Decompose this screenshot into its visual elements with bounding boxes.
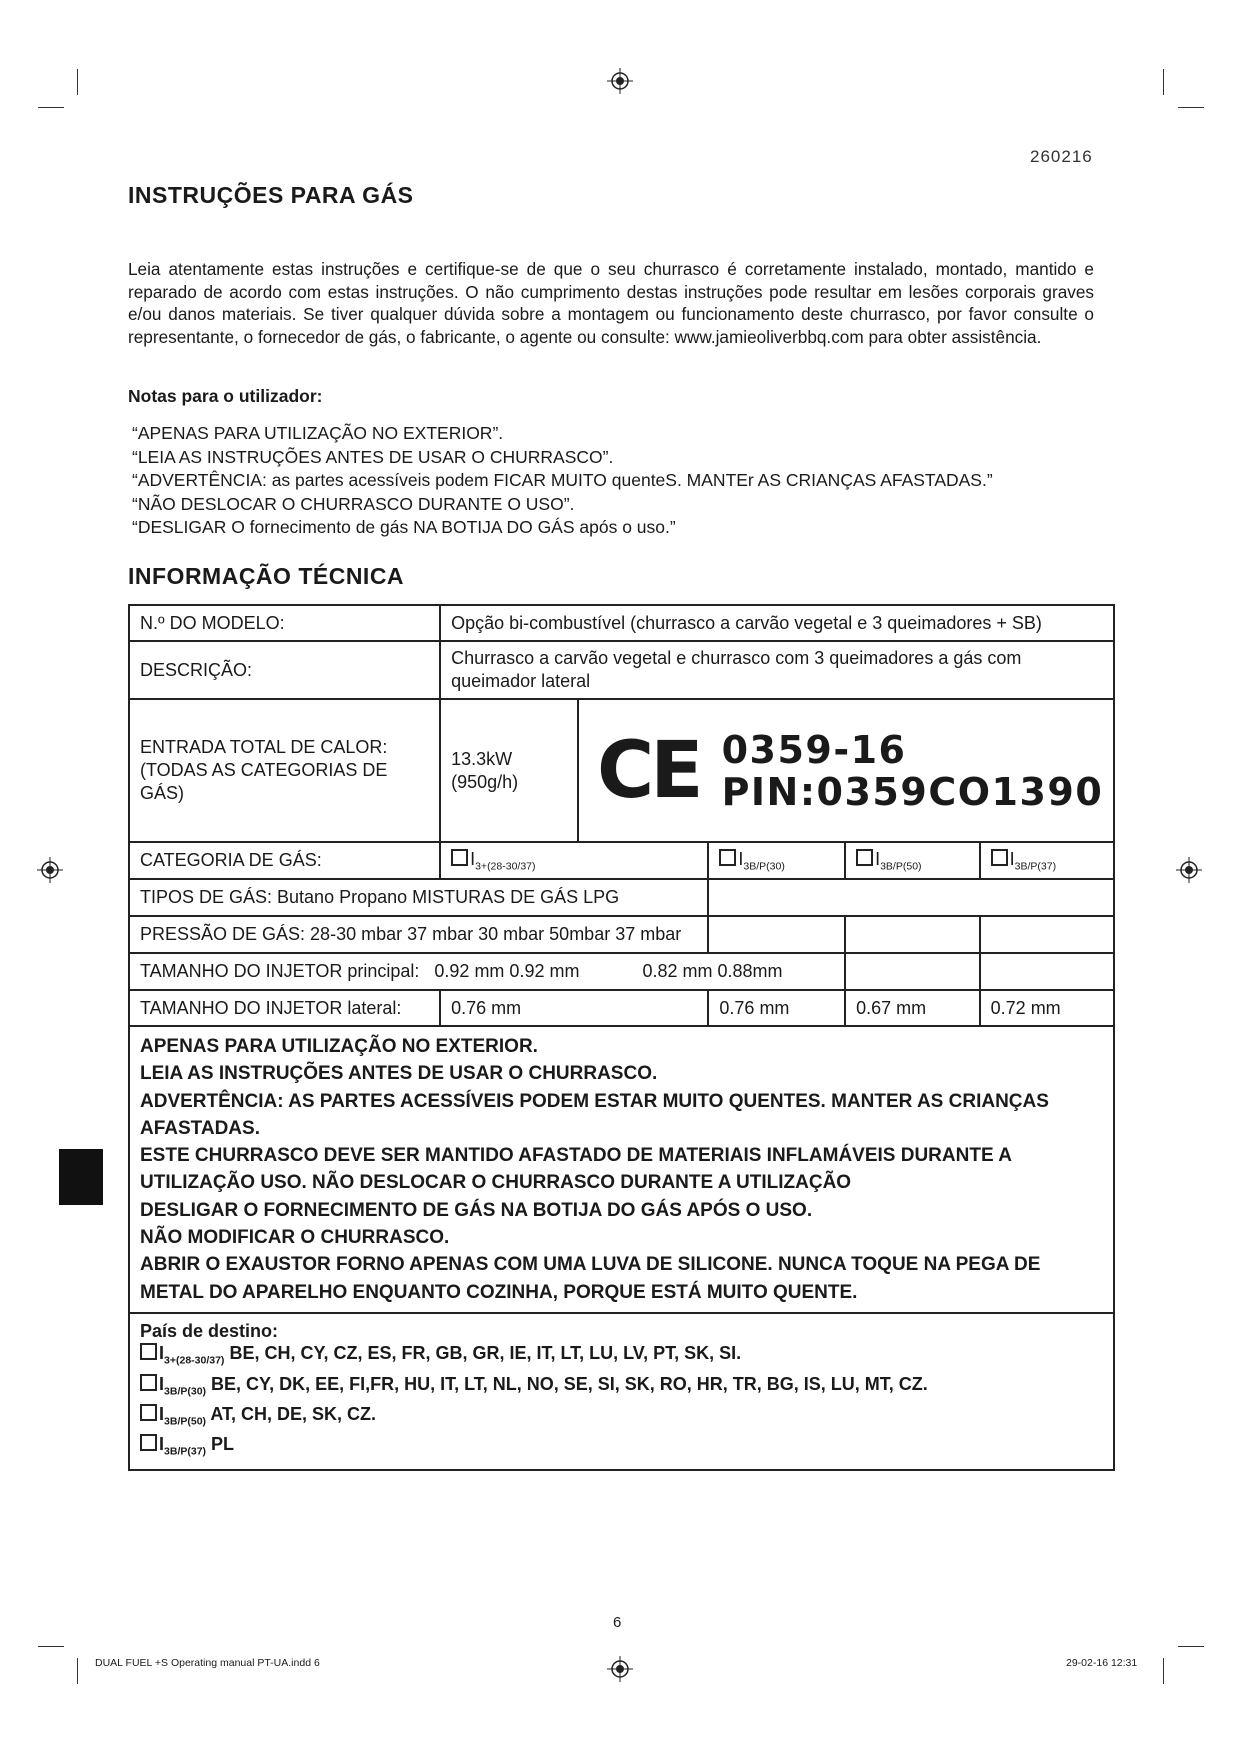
crop-mark: [1178, 1646, 1204, 1647]
destination-block: [129, 1313, 1114, 1470]
page-title: INSTRUÇÕES PARA GÁS: [128, 182, 414, 208]
crop-mark: [38, 1646, 64, 1647]
destination-line: $I_{3B/P(30)}$ BE, CY, DK, EE, FI,FR, HU, IT, LT, NL, NO, SE, SI, SK, RO, HR, TR, BG, IS, LU, MT, CZ.: [140, 1373, 1103, 1403]
document-code: 260216: [1030, 147, 1093, 166]
ce-mark-icon: CE: [597, 725, 700, 816]
injector-side-value: 0.72 mm: [980, 990, 1115, 1026]
injector-main: TAMANHO DO INJETOR principal: 0.92 mm 0.92 mm 0.82 mm 0.88mm: [129, 953, 845, 990]
registration-mark-icon: [37, 857, 63, 883]
warning-line: DESLIGAR O FORNECIMENTO DE GÁS NA BOTIJA DO GÁS APÓS O USO.: [140, 1199, 813, 1221]
description-value: Churrasco a carvão vegetal e churrasco com 3 queimadores a gás com queimador lateral: [440, 641, 1114, 699]
checkbox-icon: [140, 1404, 157, 1421]
table-row: [129, 879, 1114, 916]
crop-mark: [38, 107, 64, 108]
gas-category-cell: $I_{3B/P(30)}$: [708, 842, 845, 879]
warning-line: NÃO MODIFICAR O CHURRASCO.: [140, 1227, 450, 1249]
gas-category-cell: $I_{3+(28-30/37)}$: [440, 842, 708, 879]
table-row: [129, 990, 1114, 1026]
note-item: “NÃO DESLOCAR O CHURRASCO DURANTE O USO”.: [132, 493, 575, 514]
empty-cell: [980, 916, 1115, 953]
checkbox-icon: [856, 849, 873, 866]
checkbox-icon: [140, 1434, 157, 1451]
crop-mark: [1163, 69, 1164, 95]
registration-mark-icon: [607, 1656, 633, 1682]
gas-category-cell: $I_{3B/P(37)}$: [980, 842, 1115, 879]
injector-side-value: 0.76 mm: [708, 990, 845, 1026]
heat-input-value: [440, 699, 578, 842]
crop-mark: [77, 1658, 78, 1684]
checkbox-icon: [991, 849, 1008, 866]
injector-side-value: 0.76 mm: [440, 990, 708, 1026]
table-row: [129, 1313, 1114, 1470]
note-item: “APENAS PARA UTILIZAÇÃO NO EXTERIOR”.: [132, 423, 504, 443]
user-notes-list: [132, 422, 993, 540]
gas-types: TIPOS DE GÁS: Butano Propano MISTURAS DE GÁS LPG: [129, 879, 708, 916]
footer-timestamp: 29-02-16 12:31: [1066, 1657, 1138, 1669]
table-row: [129, 1026, 1114, 1313]
ce-code: 0359-16: [721, 727, 907, 772]
heat-gh: (950g/h): [451, 771, 519, 792]
empty-cell: [708, 916, 845, 953]
gas-category-label: CATEGORIA DE GÁS:: [129, 842, 440, 879]
crop-mark: [1178, 107, 1204, 108]
empty-cell: [708, 879, 1114, 916]
warning-line: ESTE CHURRASCO DEVE SER MANTIDO AFASTADO DE MATERIAIS INFLAMÁVEIS DURANTE A UTILIZAÇÃO USO. NÃO DESLOCAR O CHURRASCO DURANTE A UTILIZAÇÃO: [140, 1145, 1012, 1194]
heat-kw: 13.3kW: [451, 748, 513, 769]
table-row: [129, 953, 1114, 990]
checkbox-icon: [140, 1343, 157, 1360]
table-row: [129, 699, 1114, 842]
table-row: [129, 605, 1114, 641]
destination-line: $I_{3B/P(50)}$ AT, CH, DE, SK, CZ.: [140, 1403, 1103, 1433]
note-item: “DESLIGAR O fornecimento de gás NA BOTIJA DO GÁS após o uso.”: [132, 517, 676, 537]
warnings-block: [129, 1026, 1114, 1313]
page-number: 6: [613, 1614, 622, 1631]
injector-side-value: 0.67 mm: [845, 990, 980, 1026]
gas-category-cell: $I_{3B/P(50)}$: [845, 842, 980, 879]
heat-input-label: ENTRADA TOTAL DE CALOR: (TODAS AS CATEGORIAS DE GÁS): [129, 699, 440, 842]
registration-mark-icon: [1176, 857, 1202, 883]
table-row: [129, 641, 1114, 699]
ce-pin: PIN:0359CO1390: [721, 769, 1104, 814]
description-label: DESCRIÇÃO:: [129, 641, 440, 699]
note-item: “ADVERTÊNCIA: as partes acessíveis podem FICAR MUITO quenteS. MANTEr AS CRIANÇAS AFASTADAS.”: [132, 470, 993, 490]
empty-cell: [980, 953, 1115, 990]
model-value: Opção bi-combustível (churrasco a carvão vegetal e 3 queimadores + SB): [440, 605, 1114, 641]
notes-heading: Notas para o utilizador:: [128, 386, 323, 406]
checkbox-icon: [451, 849, 468, 866]
model-label: N.º DO MODELO:: [129, 605, 440, 641]
gas-pressure: PRESSÃO DE GÁS: 28-30 mbar 37 mbar 30 mbar 50mbar 37 mbar: [129, 916, 708, 953]
destination-title: País de destino:: [140, 1320, 279, 1341]
table-row: [129, 916, 1114, 953]
registration-mark-icon: [607, 68, 633, 94]
footer-filename: DUAL FUEL +S Operating manual PT-UA.indd 6: [95, 1657, 320, 1669]
destination-line: $I_{3+(28-30/37)}$ BE, CH, CY, CZ, ES, FR, GB, GR, IE, IT, LT, LU, LV, PT, SK, SI.: [140, 1342, 1103, 1372]
warning-line: ADVERTÊNCIA: AS PARTES ACESSÍVEIS PODEM ESTAR MUITO QUENTES. MANTER AS CRIANÇAS AFASTADAS.: [140, 1090, 1049, 1139]
section-tab-marker: [59, 1149, 103, 1205]
technical-info-table: [128, 604, 1115, 1471]
warning-line: LEIA AS INSTRUÇÕES ANTES DE USAR O CHURRASCO.: [140, 1063, 658, 1085]
ce-certification: [578, 699, 1114, 842]
crop-mark: [77, 69, 78, 95]
checkbox-icon: [719, 849, 736, 866]
empty-cell: [845, 953, 980, 990]
note-item: “LEIA AS INSTRUÇÕES ANTES DE USAR O CHURRASCO”.: [132, 446, 614, 467]
warning-line: APENAS PARA UTILIZAÇÃO NO EXTERIOR.: [140, 1036, 538, 1057]
table-row: [129, 842, 1114, 879]
crop-mark: [1163, 1658, 1164, 1684]
injector-side-label: TAMANHO DO INJETOR lateral:: [129, 990, 440, 1026]
warning-line: ABRIR O EXAUSTOR FORNO APENAS COM UMA LUVA DE SILICONE. NUNCA TOQUE NA PEGA DE METAL DO APARELHO ENQUANTO COZINHA, PORQUE ESTÁ MUITO QUENTE.: [140, 1254, 1041, 1303]
destination-line: $I_{3B/P(37)}$ PL: [140, 1433, 1103, 1463]
intro-paragraph: Leia atentamente estas instruções e certifique-se de que o seu churrasco é corretamente instalado, montado, mantido e reparado de acordo com estas instruções. O não cumprimento destas instruções pode resultar em lesões corporais graves e/ou danos materiais. Se tiver qualquer dúvida sobre a montagem ou funcionamento deste churrasco, por favor consulte o representante, o fornecedor de gás, o fabricante, o agente ou consulte: www.jamieoliverbbq.com para obter assistência.: [128, 259, 1094, 347]
empty-cell: [845, 916, 980, 953]
tech-info-title: INFORMAÇÃO TÉCNICA: [128, 563, 405, 589]
checkbox-icon: [140, 1374, 157, 1391]
